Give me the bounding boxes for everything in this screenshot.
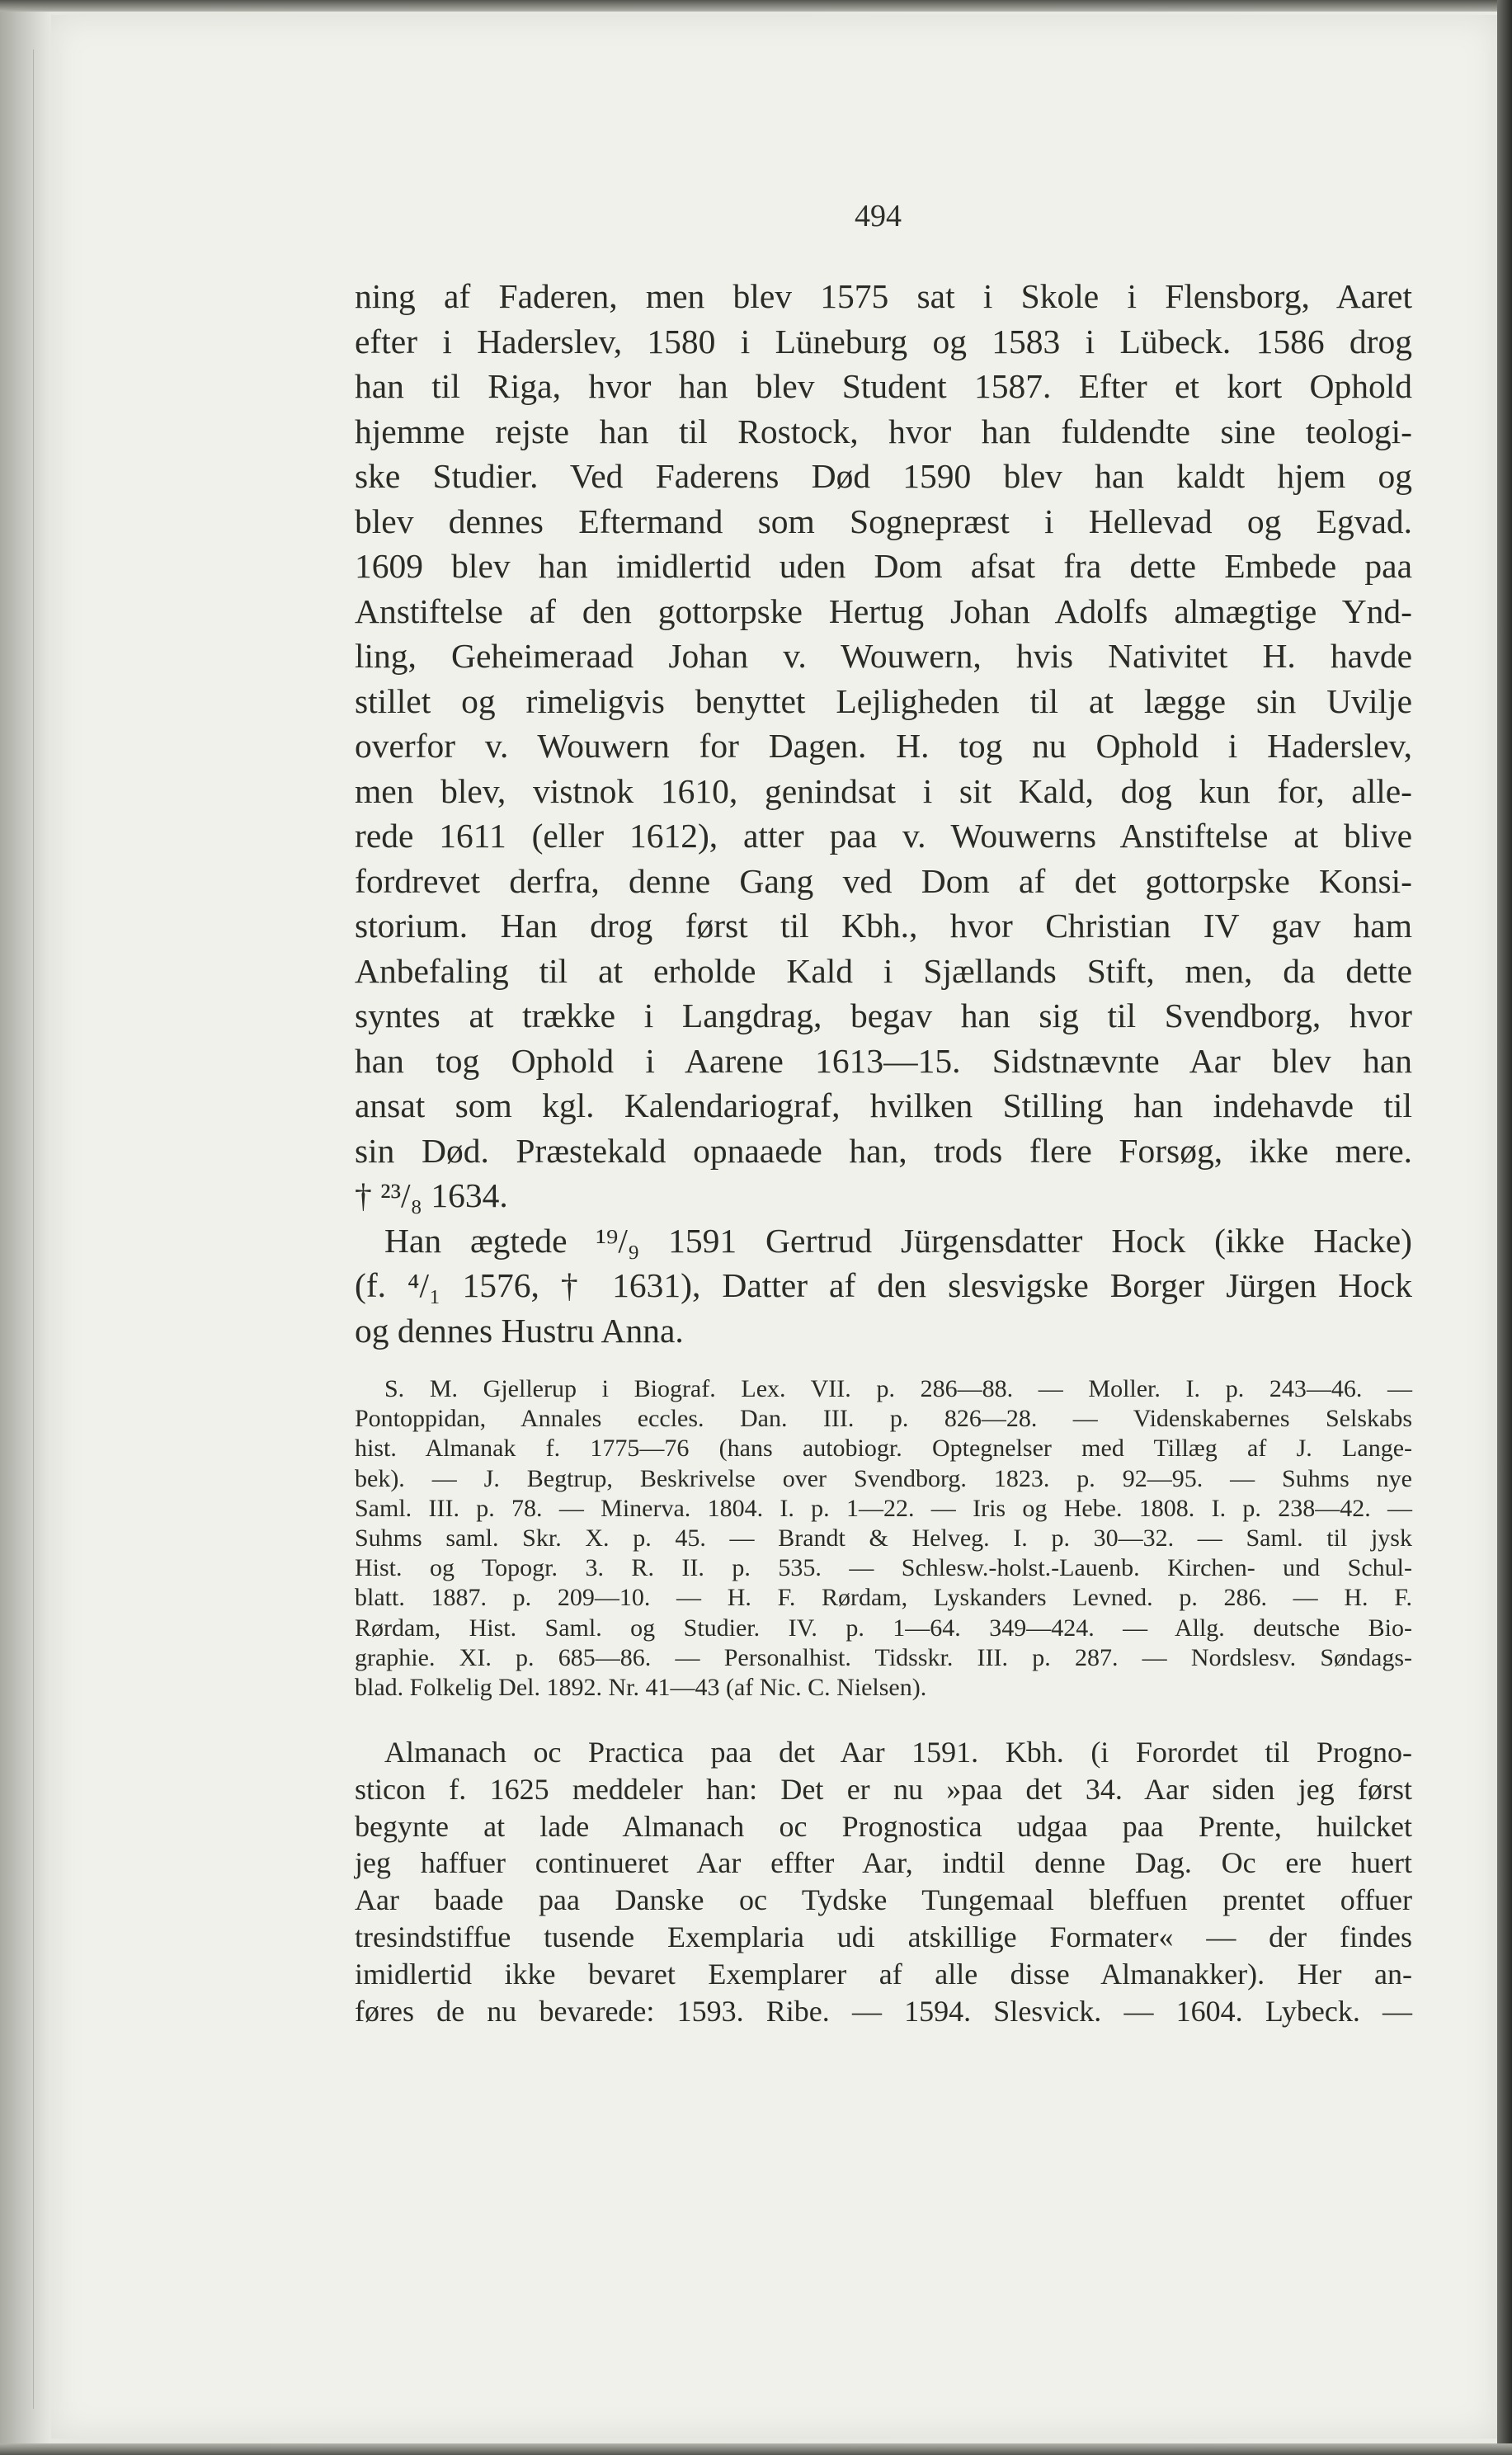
text-line: efter i Haderslev, 1580 i Lüneburg og 1583 i Lübeck. 1586 drog: [355, 322, 1412, 360]
text-line: men blev, vistnok 1610, genindsat i sit Kald, dog kun for, alle-: [355, 771, 1412, 810]
works-line: Aar baade paa Danske oc Tydske Tungemaal bleffuen prentet offuer: [355, 1883, 1412, 1917]
text-line: 1609 blev han imidlertid uden Dom afsat fra dette Embede paa: [355, 547, 1412, 585]
text-line: han til Riga, hvor han blev Student 1587. Efter et kort Ophold: [355, 367, 1412, 405]
death-date-line: † ²³/₈ 1634.: [355, 1176, 508, 1214]
text-line: ling, Geheimeraad Johan v. Wouwern, hvis Nativitet H. havde: [355, 637, 1412, 675]
works-line: Almanach oc Practica paa det Aar 1591. Kbh. (i Forordet til Progno-: [384, 1736, 1412, 1769]
reference-line: bek). — J. Begtrup, Beskrivelse over Svendborg. 1823. p. 92—95. — Suhms nye: [355, 1464, 1412, 1492]
works-line: føres de nu bevarede: 1593. Ribe. — 1594. Slesvick. — 1604. Lybeck. —: [355, 1994, 1412, 2028]
gutter-line: [33, 49, 34, 2409]
reference-line: Pontoppidan, Annales eccles. Dan. III. p. 826—28. — Videnskabernes Selskabs: [355, 1405, 1412, 1433]
reference-line: hist. Almanak f. 1775—76 (hans autobiogr. Optegnelser med Tillæg af J. Lange-: [355, 1435, 1412, 1463]
text-line: sin Død. Præstekald opnaaede han, trods flere Forsøg, ikke mere.: [355, 1131, 1412, 1170]
text-line: (f. ⁴/₁ 1576, † 1631), Datter af den slesvigske Borger Jürgen Hock: [355, 1266, 1412, 1304]
text-line: Han ægtede ¹⁹/₉ 1591 Gertrud Jürgensdatter Hock (ikke Hacke): [384, 1221, 1412, 1260]
works-line: tresindstiffue tusende Exemplaria udi atskillige Formater« — der findes: [355, 1920, 1412, 1954]
text-line: blev dennes Eftermand som Sognepræst i Hellevad og Egvad.: [355, 502, 1412, 540]
reference-line: Suhms saml. Skr. X. p. 45. — Brandt & Helveg. I. p. 30—32. — Saml. til jysk: [355, 1524, 1412, 1552]
scan-bottom-edge: [0, 2443, 1512, 2455]
works-line: sticon f. 1625 meddeler han: Det er nu »paa det 34. Aar siden jeg først: [355, 1772, 1412, 1806]
text-line: og dennes Hustru Anna.: [355, 1311, 684, 1350]
biography-paragraph: [355, 274, 1412, 1353]
text-line: Anbefaling til at erholde Kald i Sjællands Stift, men, da dette: [355, 951, 1412, 990]
text-line: ning af Faderen, men blev 1575 sat i Skole i Flensborg, Aaret: [355, 277, 1412, 315]
text-line: hjemme rejste han til Rostock, hvor han fuldendte sine teologi-: [355, 412, 1412, 450]
reference-line: Rørdam, Hist. Saml. og Studier. IV. p. 1—64. 349—424. — Allg. deutsche Bio-: [355, 1614, 1412, 1642]
scan-top-edge: [0, 0, 1512, 12]
reference-line: S. M. Gjellerup i Biograf. Lex. VII. p. 286—88. — Moller. I. p. 243—46. —: [384, 1375, 1412, 1402]
reference-line: blatt. 1887. p. 209—10. — H. F. Rørdam, Lyskanders Levned. p. 286. — H. F.: [355, 1584, 1412, 1612]
text-line: ske Studier. Ved Faderens Død 1590 blev han kaldt hjem og: [355, 457, 1412, 495]
works-line: imidlertid ikke bevaret Exemplarer af alle disse Almanakker). Her an-: [355, 1957, 1412, 1991]
works-paragraph: [355, 1734, 1412, 2029]
text-line: fordrevet derfra, denne Gang ved Dom af det gottorpske Konsi-: [355, 861, 1412, 900]
references-block: [355, 1374, 1412, 1703]
text-line: overfor v. Wouwern for Dagen. H. tog nu Ophold i Haderslev,: [355, 727, 1412, 765]
reference-line: Saml. III. p. 78. — Minerva. 1804. I. p. 1—22. — Iris og Hebe. 1808. I. p. 238—42. —: [355, 1494, 1412, 1522]
reference-line: blad. Folkelig Del. 1892. Nr. 41—43 (af Nic. C. Nielsen).: [355, 1673, 927, 1701]
scan-right-edge: [1497, 0, 1512, 2455]
reference-line: Hist. og Topogr. 3. R. II. p. 535. — Schlesw.-holst.-Lauenb. Kirchen- und Schul-: [355, 1554, 1412, 1582]
text-line: stillet og rimeligvis benyttet Lejligheden til at lægge sin Uvilje: [355, 681, 1412, 720]
page-number: 494: [855, 199, 902, 233]
text-line: syntes at trække i Langdrag, begav han sig til Svendborg, hvor: [355, 997, 1412, 1034]
reference-line: graphie. XI. p. 685—86. — Personalhist. Tidsskr. III. p. 287. — Nordslesv. Søndags-: [355, 1643, 1412, 1671]
works-line: jeg haffuer continueret Aar effter Aar, indtil denne Dag. Oc ere huert: [355, 1846, 1412, 1880]
works-line: begynte at lade Almanach oc Prognostica udgaa paa Prente, huilcket: [355, 1809, 1412, 1843]
text-line: rede 1611 (eller 1612), atter paa v. Wouwerns Anstiftelse at blive: [355, 817, 1412, 855]
text-line: ansat som kgl. Kalendariograf, hvilken Stilling han indehavde til: [355, 1086, 1412, 1124]
text-line: han tog Ophold i Aarene 1613—15. Sidstnævnte Aar blev han: [355, 1041, 1412, 1080]
text-line: storium. Han drog først til Kbh., hvor Christian IV gav ham: [355, 907, 1412, 945]
page-body: [355, 274, 1412, 2029]
text-line: Anstiftelse af den gottorpske Hertug Johan Adolfs almægtige Ynd-: [355, 591, 1412, 630]
